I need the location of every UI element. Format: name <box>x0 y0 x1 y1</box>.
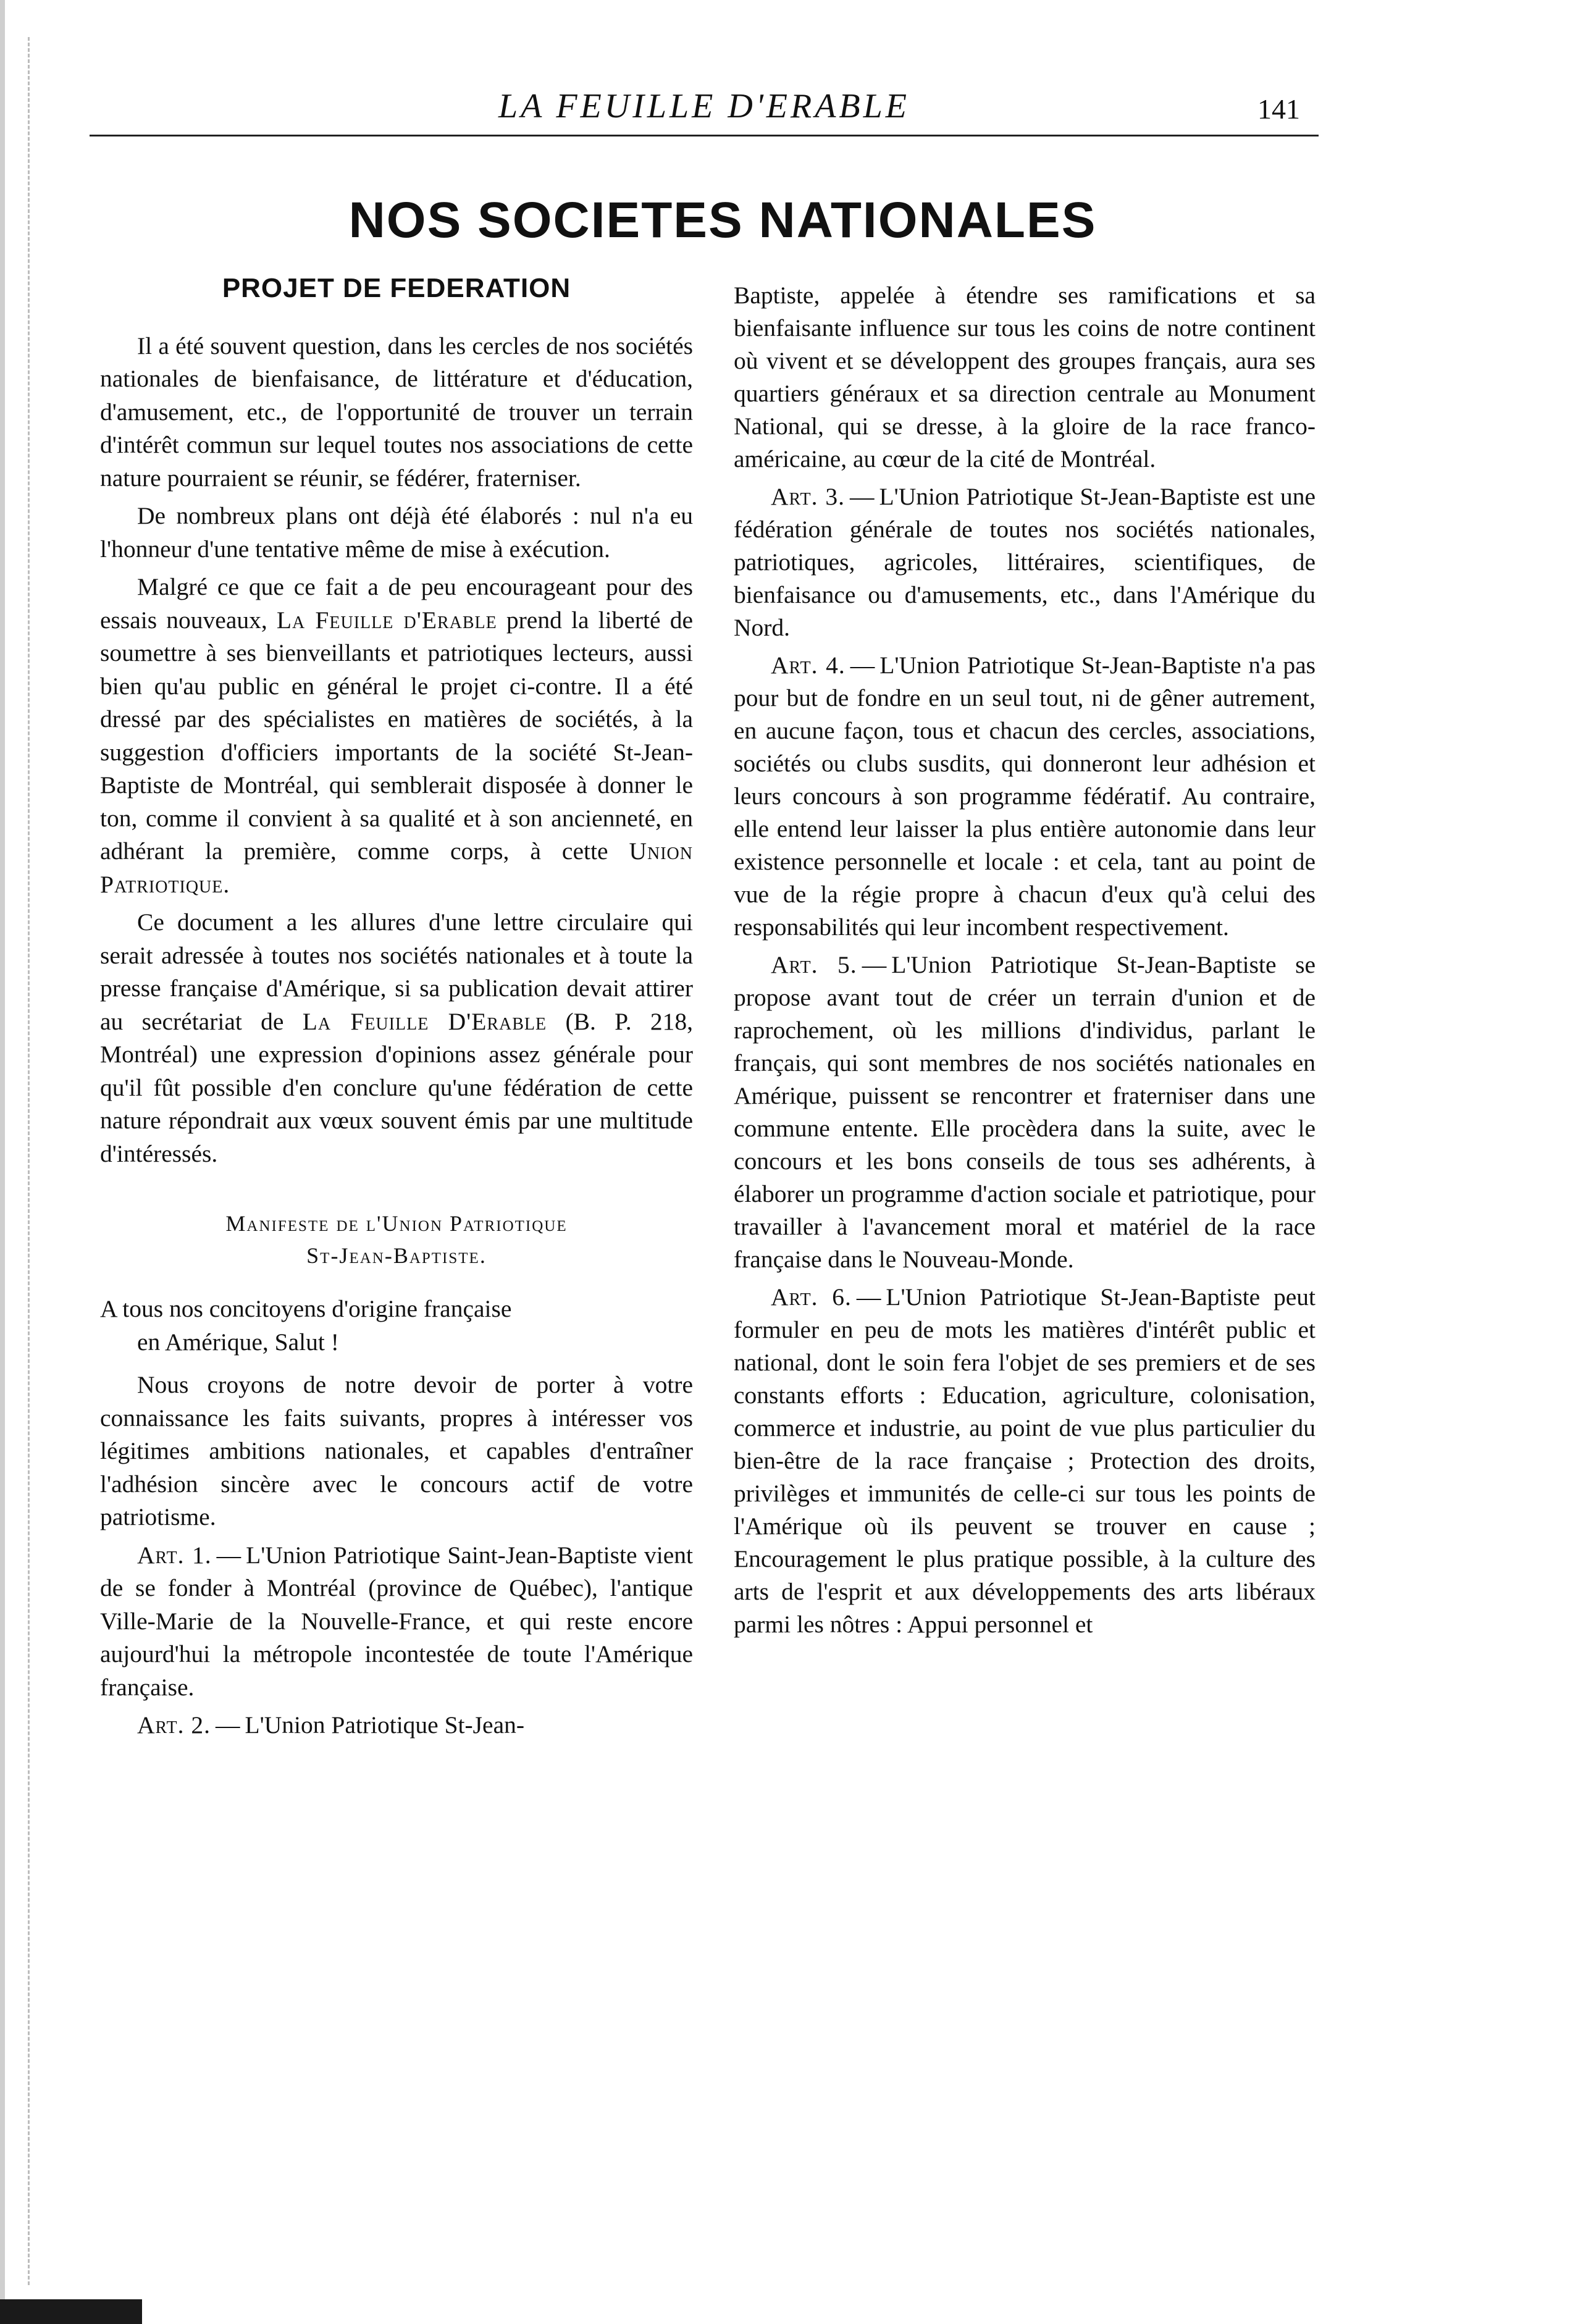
salutation-line-1: A tous nos concitoyens d'origine française <box>100 1295 512 1322</box>
article-1-label: Art. 1. <box>137 1541 212 1569</box>
running-title: LA FEUILLE D'ERABLE <box>498 87 910 125</box>
scan-edge <box>0 0 5 2324</box>
section-title: PROJET DE FEDERATION <box>222 273 571 303</box>
paragraph-5: Nous croyons de notre devoir de porter à votre connaissance les faits suivants, propres à intéresser vos légitimes ambitions nationales, et capables d'entraîner l'adhésion sincère avec le concours actif de votre patriotisme. <box>100 1371 693 1530</box>
article-6-label: Art. 6. <box>771 1283 852 1311</box>
article-2-start <box>100 1709 693 1742</box>
em-dash: — <box>862 951 887 978</box>
page-number: 141 <box>1257 93 1300 125</box>
paragraph-3-text-a: Malgré ce que ce fait a de peu encourageant pour des essais nouveaux, <box>100 573 693 634</box>
article-1-text: L'Union Patriotique Saint-Jean-Baptiste vient de se fonder à Montréal (province de Québec), l'antique Ville-Marie de la Nouvelle-France, et qui reste encore aujourd'hui la métropole incontestée de toute l'Amérique française. <box>100 1541 693 1701</box>
article-4-text: L'Union Patriotique St-Jean-Baptiste n'a pas pour but de fondre en un seul tout, ni de gêner autrement, en aucune façon, tous et chacun des cercles, associations, sociétés ou clubs susdits, qui donneront leur adhésion et leurs concours à son programme fédératif. Au contraire, elle entend leur laisser la plus entière autonomie dans leur existence personnelle et locale : et cela, tant au point de vue de la régie propre à chacun d'eux qu'à celui des responsabilités qui leur incombent respectivement. <box>734 652 1316 941</box>
paragraph-3 <box>100 571 693 901</box>
article-6 <box>734 1281 1316 1641</box>
binding-margin-line <box>28 37 30 2285</box>
article-3-label: Art. 3. <box>771 483 845 510</box>
article-4-label: Art. 4. <box>771 652 846 679</box>
union-name: Union Patriotique. <box>100 837 693 898</box>
article-1 <box>100 1539 693 1705</box>
salutation <box>100 1293 693 1359</box>
article-2-label: Art. 2. <box>137 1711 211 1739</box>
article-title: NOS SOCIETES NATIONALES <box>348 192 1097 248</box>
article-4 <box>734 649 1316 944</box>
article-5 <box>734 949 1316 1276</box>
article-3 <box>734 480 1316 644</box>
spacer <box>100 1175 693 1207</box>
manifest-heading <box>100 1207 693 1272</box>
em-dash: — <box>849 483 875 510</box>
article-3-text: L'Union Patriotique St-Jean-Baptiste est une fédération générale de toutes nos sociétés nationales, patriotiques, agricoles, littéraires, scientifiques, de bienfaisance ou d'amusements, etc., dans l'Amérique du Nord. <box>734 483 1316 641</box>
article-6-text: L'Union Patriotique St-Jean-Baptiste peut formuler en peu de mots les matières d'intérêt public et national, dont le soin fera l'objet de ses premiers et de ses constants efforts : Education, agriculture, colonisation, commerce et industrie, au point de vue plus particulier du bien-être de la race française ; Protection des droits, privilèges et immunités de celle-ci sur tous les points de l'Amérique où ils peuvent se trouver en cause ; Encouragement le plus pratique possible, à la culture des arts de l'esprit et aux développements des arts libéraux parmi les nôtres : Appui personnel et <box>734 1283 1316 1638</box>
manifest-heading-line-2: St-Jean-Baptiste. <box>306 1243 487 1268</box>
paragraph-3-text-b: prend la liberté de soumettre à ses bienveillants et patriotiques lecteurs, aussi bien qu'au public en général le projet ci-contre. Il a été dressé par des spécialistes en matières de sociétés, à la suggestion d'officiers importants de la société St-Jean-Baptiste de Montréal, qui semblerait disposée à donner le ton, comme il convient à sa qualité et à son ancienneté, en adhérant la première, comme corps, à cette <box>100 606 693 865</box>
manifest-heading-line-1: Manifeste de l'Union Patriotique <box>225 1211 568 1236</box>
em-dash: — <box>216 1711 240 1739</box>
right-column <box>734 279 1316 1646</box>
article-2-continued: Baptiste, appelée à étendre ses ramifications et sa bienfaisante influence sur tous les coins de notre continent où vivent et se développent des groupes français, aura ses quartiers généraux et sa direction centrale au Monument National, qui se dresse, à la gloire de la race franco-américaine, au cœur de la cité de Montréal. <box>734 282 1316 472</box>
running-header <box>90 79 1319 136</box>
scan-shadow <box>0 2299 142 2324</box>
article-2-text: L'Union Patriotique St-Jean- <box>245 1711 525 1739</box>
article-5-label: Art. 5. <box>771 951 857 978</box>
salutation-line-2: en Amérique, Salut ! <box>137 1328 339 1356</box>
paragraph-2: De nombreux plans ont déjà été élaborés : nul n'a eu l'honneur d'une tentative même de mise à exécution. <box>100 502 693 563</box>
left-column <box>100 272 693 1747</box>
em-dash: — <box>856 1283 881 1311</box>
article-5-text: L'Union Patriotique St-Jean-Baptiste se propose avant tout de créer un terrain d'union et de raprochement, où les millions d'individus, parlant le français, qui sont membres de nos sociétés nationales en Amérique, puissent se rencontrer et fraterniser dans une commune entente. Elle procèdera dans la suite, avec le concours et les bons conseils de tous ses adhérents, à élaborer un programme d'action sociale et patriotique, pour travailler à l'avancement moral et matériel de la race française dans le Nouveau-Monde. <box>734 951 1316 1273</box>
journal-name-2: La Feuille D'Erable <box>302 1007 547 1035</box>
paragraph-4-text-b: (B. P. 218, Montréal) une expression d'opinions assez générale pour qu'il fût possible d'en conclure qu'une fédération de cette nature répondrait aux vœux souvent émis par une multitude d'intéressés. <box>100 1007 693 1167</box>
paragraph-4 <box>100 906 693 1170</box>
journal-name: La Feuille d'Erable <box>276 606 497 634</box>
em-dash: — <box>850 652 875 679</box>
em-dash: — <box>216 1541 241 1569</box>
paragraph-1: Il a été souvent question, dans les cercles de nos sociétés nationales de bienfaisance, de littérature et d'éducation, d'amusement, etc., de l'opportunité de trouver un terrain d'intérêt commun sur lequel toutes nos associations de cette nature pourraient se réunir, se fédérer, fraterniser. <box>100 332 693 492</box>
paragraph-4-text-a: Ce document a les allures d'une lettre circulaire qui serait adressée à toutes nos sociétés nationales et à toute la presse française d'Amérique, si sa publication devait attirer au secrétariat de <box>100 908 693 1035</box>
